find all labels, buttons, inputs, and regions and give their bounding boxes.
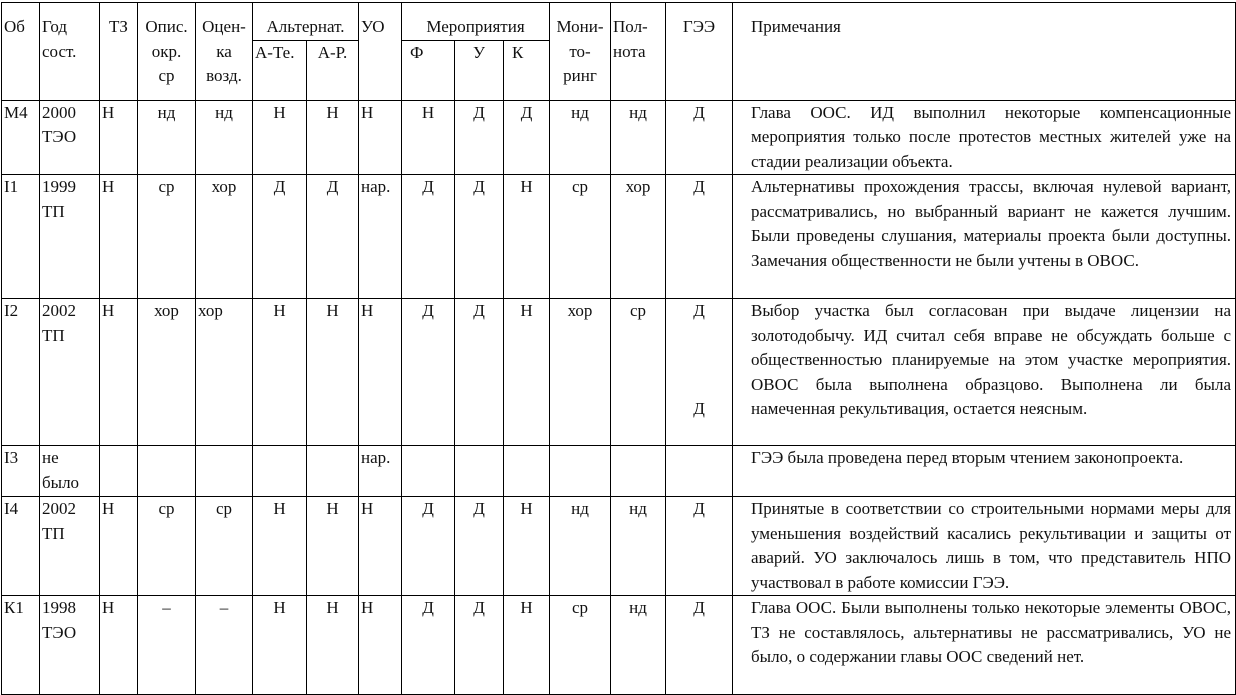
cell-opis: ср [138, 497, 196, 596]
cell-alt-te: Н [253, 100, 307, 175]
cell-alt-te [253, 446, 307, 497]
header-row [2, 3, 1236, 41]
cell-opis: хор [138, 299, 196, 446]
cell-alt-r: Н [307, 497, 359, 596]
table-row [2, 100, 1236, 175]
cell-notes: Глава ООС. Были выполнены только некоторые элементы ОВОС, ТЗ не составлялось, альтернативы не рассматривались, УО не было, о содержании главы ООС сведений нет. [733, 596, 1236, 695]
cell-gee: Д [666, 596, 733, 695]
table-row [2, 446, 1236, 497]
cell-uo: Н [359, 596, 402, 695]
cell-gee: Д Д [666, 299, 733, 446]
cell-measure-u: Д [455, 299, 504, 446]
cell-ocen: – [196, 596, 253, 695]
cell-notes: Выбор участка был согласован при выдаче лицензии на золотодобычу. ИД считал себя вправе не обсуждать больше с общественностью планируемые на этом участке мероприятия. ОВОС была выполнена образцово. Выполнена ли была намеченная рекультивация, остается неясным. [733, 299, 1236, 446]
cell-year: 2000 ТЭО [40, 100, 100, 175]
header-alt-r: А-Р. [307, 40, 359, 100]
cell-measure-u [455, 446, 504, 497]
cell-ocen: хор [196, 299, 253, 446]
cell-tz [100, 446, 138, 497]
cell-year: не было [40, 446, 100, 497]
cell-tz: Н [100, 299, 138, 446]
cell-measure-k: Д [504, 100, 550, 175]
table-row [2, 497, 1236, 596]
cell-ob: I3 [2, 446, 40, 497]
header-measure-k: К [504, 40, 550, 100]
header-measure-f: Ф [402, 40, 455, 100]
cell-year: 2002 ТП [40, 299, 100, 446]
header-year: Год сост. [40, 3, 100, 101]
cell-tz: Н [100, 175, 138, 299]
cell-alt-r [307, 446, 359, 497]
header-tz: ТЗ [100, 3, 138, 101]
cell-gee: Д [666, 100, 733, 175]
cell-alt-r: Н [307, 596, 359, 695]
header-monitoring: Мони- то- ринг [550, 3, 611, 101]
header-uo: УО [359, 3, 402, 101]
cell-tz: Н [100, 100, 138, 175]
header-measure-u: У [455, 40, 504, 100]
cell-alt-te: Н [253, 497, 307, 596]
eia-evaluation-table [1, 2, 1236, 695]
cell-alt-r: Д [307, 175, 359, 299]
cell-alt-r: Н [307, 299, 359, 446]
cell-alt-r: Н [307, 100, 359, 175]
cell-monitoring: ср [550, 596, 611, 695]
cell-measure-f: Н [402, 100, 455, 175]
header-opis: Опис. окр. ср [138, 3, 196, 101]
cell-ocen: нд [196, 100, 253, 175]
header-notes: Примечания [733, 3, 1236, 101]
cell-opis: нд [138, 100, 196, 175]
cell-measure-u: Д [455, 100, 504, 175]
cell-ocen [196, 446, 253, 497]
cell-completeness: хор [611, 175, 666, 299]
cell-completeness: ср [611, 299, 666, 446]
cell-monitoring [550, 446, 611, 497]
cell-tz: Н [100, 497, 138, 596]
cell-measure-f: Д [402, 175, 455, 299]
cell-alt-te: Н [253, 596, 307, 695]
cell-completeness: нд [611, 497, 666, 596]
cell-uo: нар. [359, 446, 402, 497]
cell-measure-u: Д [455, 175, 504, 299]
cell-measure-f: Д [402, 497, 455, 596]
cell-uo: Н [359, 497, 402, 596]
header-alternatives: Альтернат. [253, 3, 359, 41]
cell-ob: I4 [2, 497, 40, 596]
cell-alt-te: Н [253, 299, 307, 446]
header-gee: ГЭЭ [666, 3, 733, 101]
header-measures: Мероприятия [402, 3, 550, 41]
cell-notes: Глава ООС. ИД выполнил некоторые компенсационные мероприятия только после протестов местных жителей уже на стадии реализации объекта. [733, 100, 1236, 175]
header-alt-te: А-Те. [253, 40, 307, 100]
cell-tz: Н [100, 596, 138, 695]
cell-monitoring: хор [550, 299, 611, 446]
cell-opis: ср [138, 175, 196, 299]
cell-gee [666, 446, 733, 497]
table-row [2, 299, 1236, 446]
cell-year: 2002 ТП [40, 497, 100, 596]
cell-year: 1999 ТП [40, 175, 100, 299]
cell-notes: ГЭЭ была проведена перед вторым чтением законопроекта. [733, 446, 1236, 497]
cell-completeness: нд [611, 100, 666, 175]
cell-measure-k: Н [504, 299, 550, 446]
cell-year: 1998 ТЭО [40, 596, 100, 695]
cell-alt-te: Д [253, 175, 307, 299]
cell-gee: Д [666, 175, 733, 299]
cell-monitoring: нд [550, 497, 611, 596]
cell-ocen: ср [196, 497, 253, 596]
cell-measure-u: Д [455, 596, 504, 695]
cell-monitoring: ср [550, 175, 611, 299]
cell-uo: Н [359, 100, 402, 175]
cell-measure-k [504, 446, 550, 497]
table-row [2, 175, 1236, 299]
cell-uo: Н [359, 299, 402, 446]
cell-measure-f [402, 446, 455, 497]
cell-ob: I1 [2, 175, 40, 299]
cell-measure-f: Д [402, 596, 455, 695]
header-ob: Об [2, 3, 40, 101]
cell-gee: Д [666, 497, 733, 596]
cell-measure-f: Д [402, 299, 455, 446]
cell-completeness [611, 446, 666, 497]
table-row [2, 596, 1236, 695]
cell-ob: К1 [2, 596, 40, 695]
cell-completeness: нд [611, 596, 666, 695]
cell-measure-k: Н [504, 497, 550, 596]
cell-opis: – [138, 596, 196, 695]
cell-monitoring: нд [550, 100, 611, 175]
cell-opis [138, 446, 196, 497]
cell-measure-k: Н [504, 175, 550, 299]
header-ocen: Оцен- ка возд. [196, 3, 253, 101]
cell-notes: Принятые в соответствии со строительными нормами меры для уменьшения воздействий касались рекультивации и защиты от аварий. УО заключалось лишь в том, что представитель НПО участвовал в работе комиссии ГЭЭ. [733, 497, 1236, 596]
cell-measure-u: Д [455, 497, 504, 596]
cell-measure-k: Н [504, 596, 550, 695]
header-completeness: Пол- нота [611, 3, 666, 101]
cell-uo: нар. [359, 175, 402, 299]
cell-ob: М4 [2, 100, 40, 175]
cell-notes: Альтернативы прохождения трассы, включая нулевой вариант, рассматривались, но выбранный вариант не кажется лучшим. Были проведены слушания, материалы проекта были доступны. Замечания общественности не были учтены в ОВОС. [733, 175, 1236, 299]
cell-ocen: хор [196, 175, 253, 299]
cell-ob: I2 [2, 299, 40, 446]
